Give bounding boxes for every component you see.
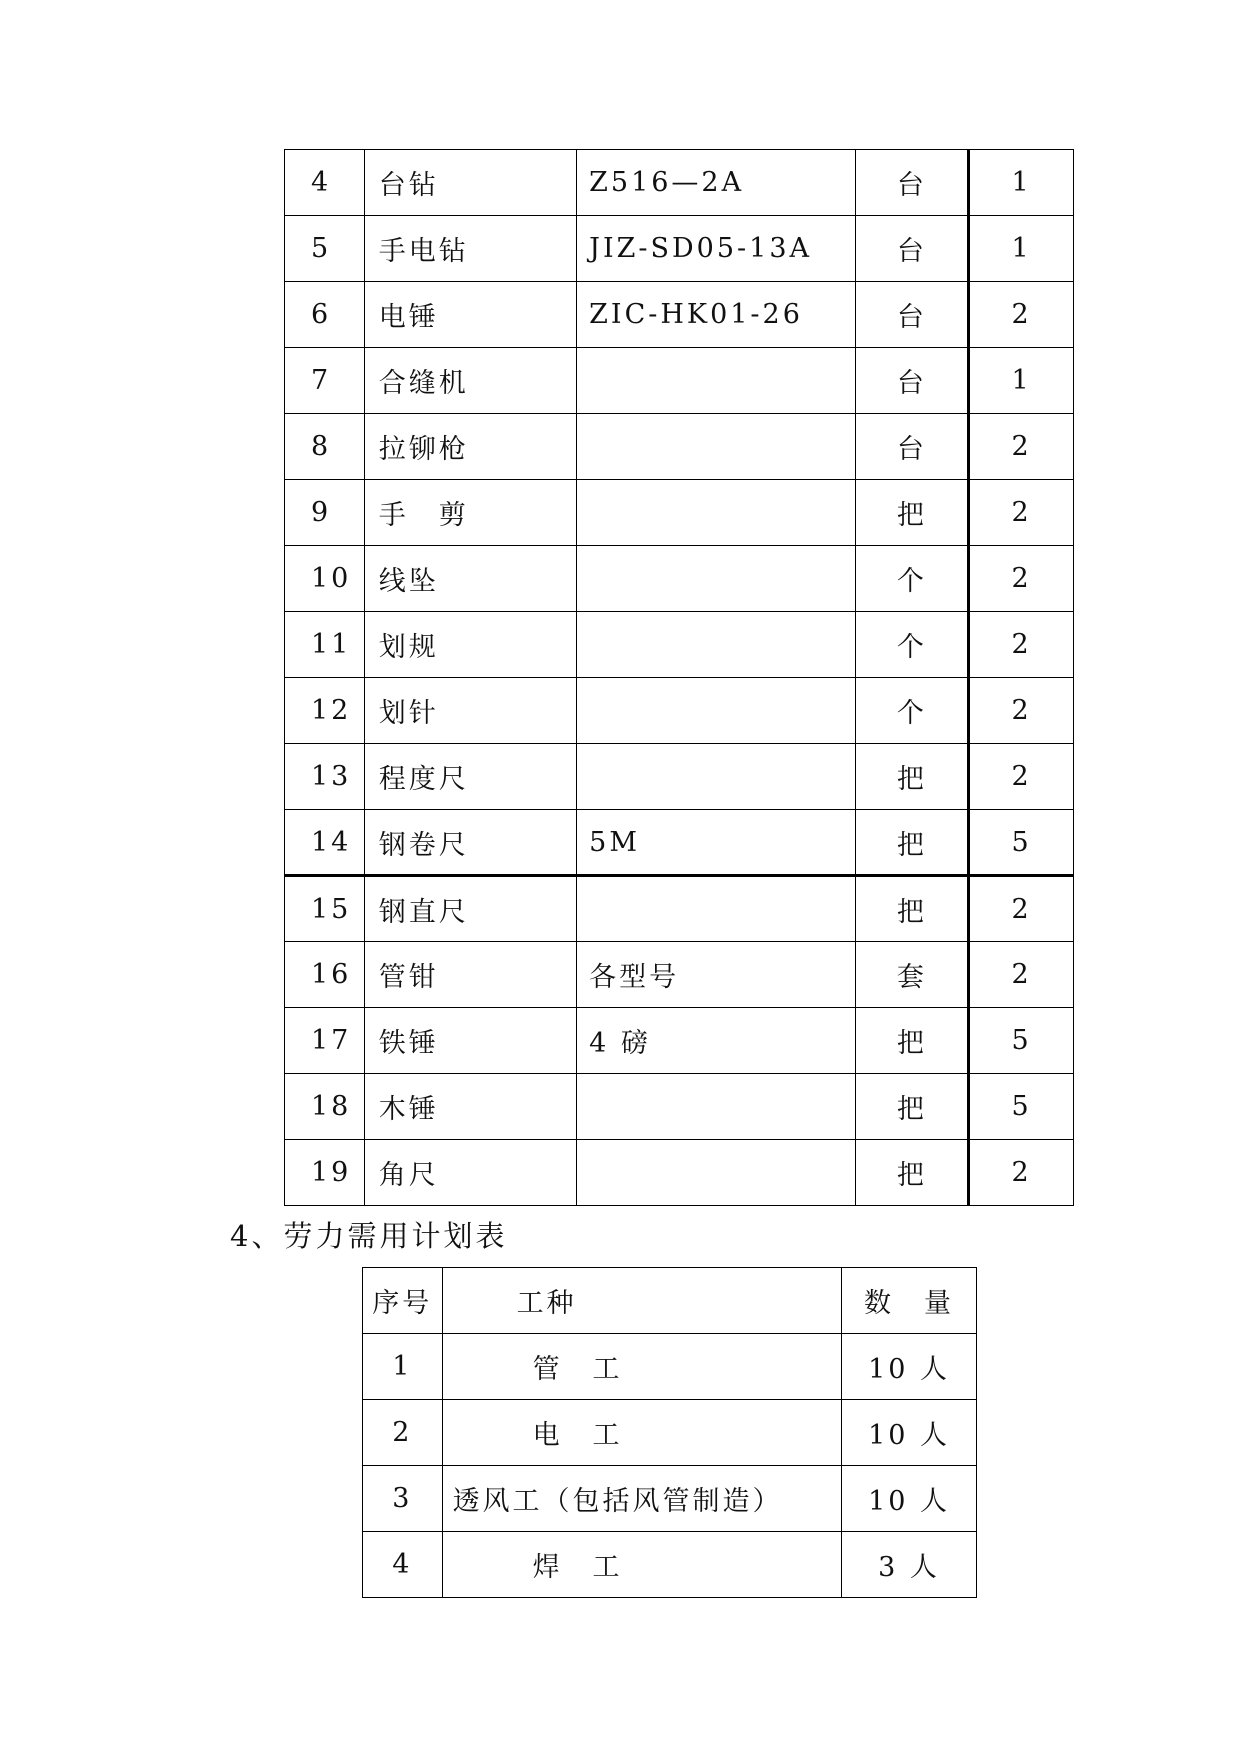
tool-name: 钢卷尺 (364, 810, 576, 876)
tool-model (577, 480, 856, 546)
row-number: 16 (285, 942, 365, 1008)
tool-unit: 把 (856, 1074, 969, 1140)
tool-model (577, 414, 856, 480)
tool-unit: 个 (856, 612, 969, 678)
tool-quantity: 2 (969, 480, 1074, 546)
table-row (285, 1074, 1074, 1140)
row-number: 3 (363, 1466, 443, 1532)
tool-model (577, 744, 856, 810)
tool-model (577, 1074, 856, 1140)
row-number: 11 (285, 612, 365, 678)
worker-count: 10 人 (842, 1466, 977, 1532)
tool-quantity: 2 (969, 744, 1074, 810)
tool-model: 5M (577, 810, 856, 876)
table-row (285, 1140, 1074, 1206)
table-row (285, 942, 1074, 1008)
tool-name: 手 剪 (364, 480, 576, 546)
tool-quantity: 1 (969, 216, 1074, 282)
tool-quantity: 2 (969, 414, 1074, 480)
worker-count: 10 人 (842, 1334, 977, 1400)
row-number: 14 (285, 810, 365, 876)
row-number: 4 (363, 1532, 443, 1598)
row-number: 9 (285, 480, 365, 546)
row-number: 1 (363, 1334, 443, 1400)
tool-quantity: 2 (969, 942, 1074, 1008)
tool-unit: 台 (856, 282, 969, 348)
table-row (285, 678, 1074, 744)
tool-unit: 把 (856, 810, 969, 876)
tool-unit: 把 (856, 876, 969, 942)
tool-unit: 把 (856, 1140, 969, 1206)
tool-quantity: 2 (969, 678, 1074, 744)
labor-plan-table (362, 1267, 977, 1598)
tool-unit: 个 (856, 546, 969, 612)
tool-unit: 把 (856, 744, 969, 810)
tool-model: ZIC-HK01-26 (577, 282, 856, 348)
row-number: 15 (285, 876, 365, 942)
tool-name: 铁锤 (364, 1008, 576, 1074)
tool-name: 线坠 (364, 546, 576, 612)
table-row (285, 810, 1074, 876)
tool-name: 木锤 (364, 1074, 576, 1140)
row-number: 18 (285, 1074, 365, 1140)
tool-name: 手电钻 (364, 216, 576, 282)
tool-quantity: 2 (969, 612, 1074, 678)
tool-quantity: 2 (969, 1140, 1074, 1206)
row-number: 4 (285, 150, 365, 216)
tool-name: 钢直尺 (364, 876, 576, 942)
tool-unit: 个 (856, 678, 969, 744)
tool-unit: 台 (856, 414, 969, 480)
equipment-table (284, 149, 1074, 1206)
trade-name: 透风工（包括风管制造） (442, 1466, 842, 1532)
table-row (285, 876, 1074, 942)
table-row (285, 348, 1074, 414)
tool-model (577, 546, 856, 612)
row-number: 12 (285, 678, 365, 744)
table-header-row (363, 1268, 977, 1334)
row-number: 19 (285, 1140, 365, 1206)
row-number: 7 (285, 348, 365, 414)
tool-model: 4 磅 (577, 1008, 856, 1074)
tool-model (577, 876, 856, 942)
tool-quantity: 5 (969, 1074, 1074, 1140)
tool-unit: 套 (856, 942, 969, 1008)
table-row (363, 1400, 977, 1466)
row-number: 10 (285, 546, 365, 612)
tool-quantity: 2 (969, 546, 1074, 612)
table-row (285, 414, 1074, 480)
tool-model (577, 348, 856, 414)
row-number: 17 (285, 1008, 365, 1074)
row-number: 13 (285, 744, 365, 810)
table-row (285, 612, 1074, 678)
tool-model (577, 612, 856, 678)
table-row (363, 1532, 977, 1598)
worker-count: 3 人 (842, 1532, 977, 1598)
tool-quantity: 5 (969, 1008, 1074, 1074)
table-row (285, 150, 1074, 216)
trade-name: 电 工 (442, 1400, 842, 1466)
tool-model: JIZ-SD05-13A (577, 216, 856, 282)
tool-quantity: 1 (969, 348, 1074, 414)
tool-name: 合缝机 (364, 348, 576, 414)
table-row (285, 546, 1074, 612)
header-quantity: 数 量 (842, 1268, 977, 1334)
tool-unit: 台 (856, 216, 969, 282)
tool-quantity: 2 (969, 876, 1074, 942)
tool-unit: 把 (856, 480, 969, 546)
tool-model (577, 678, 856, 744)
tool-name: 电锤 (364, 282, 576, 348)
tool-unit: 把 (856, 1008, 969, 1074)
table-row (285, 216, 1074, 282)
tool-name: 划针 (364, 678, 576, 744)
row-number: 6 (285, 282, 365, 348)
tool-name: 程度尺 (364, 744, 576, 810)
header-trade: 工种 (442, 1268, 842, 1334)
worker-count: 10 人 (842, 1400, 977, 1466)
tool-quantity: 2 (969, 282, 1074, 348)
tool-model (577, 1140, 856, 1206)
table-row (363, 1466, 977, 1532)
tool-quantity: 5 (969, 810, 1074, 876)
tool-name: 划规 (364, 612, 576, 678)
tool-unit: 台 (856, 150, 969, 216)
table-row (285, 282, 1074, 348)
table-row (363, 1334, 977, 1400)
tool-model: Z516—2A (577, 150, 856, 216)
table-row (285, 744, 1074, 810)
row-number: 5 (285, 216, 365, 282)
tool-model: 各型号 (577, 942, 856, 1008)
tool-unit: 台 (856, 348, 969, 414)
header-number: 序号 (363, 1268, 443, 1334)
row-number: 2 (363, 1400, 443, 1466)
row-number: 8 (285, 414, 365, 480)
table-row (285, 480, 1074, 546)
tool-name: 管钳 (364, 942, 576, 1008)
trade-name: 焊 工 (442, 1532, 842, 1598)
tool-quantity: 1 (969, 150, 1074, 216)
tool-name: 拉铆枪 (364, 414, 576, 480)
trade-name: 管 工 (442, 1334, 842, 1400)
tool-name: 角尺 (364, 1140, 576, 1206)
table-row (285, 1008, 1074, 1074)
section-heading: 4、劳力需用计划表 (230, 1219, 508, 1253)
tool-name: 台钻 (364, 150, 576, 216)
